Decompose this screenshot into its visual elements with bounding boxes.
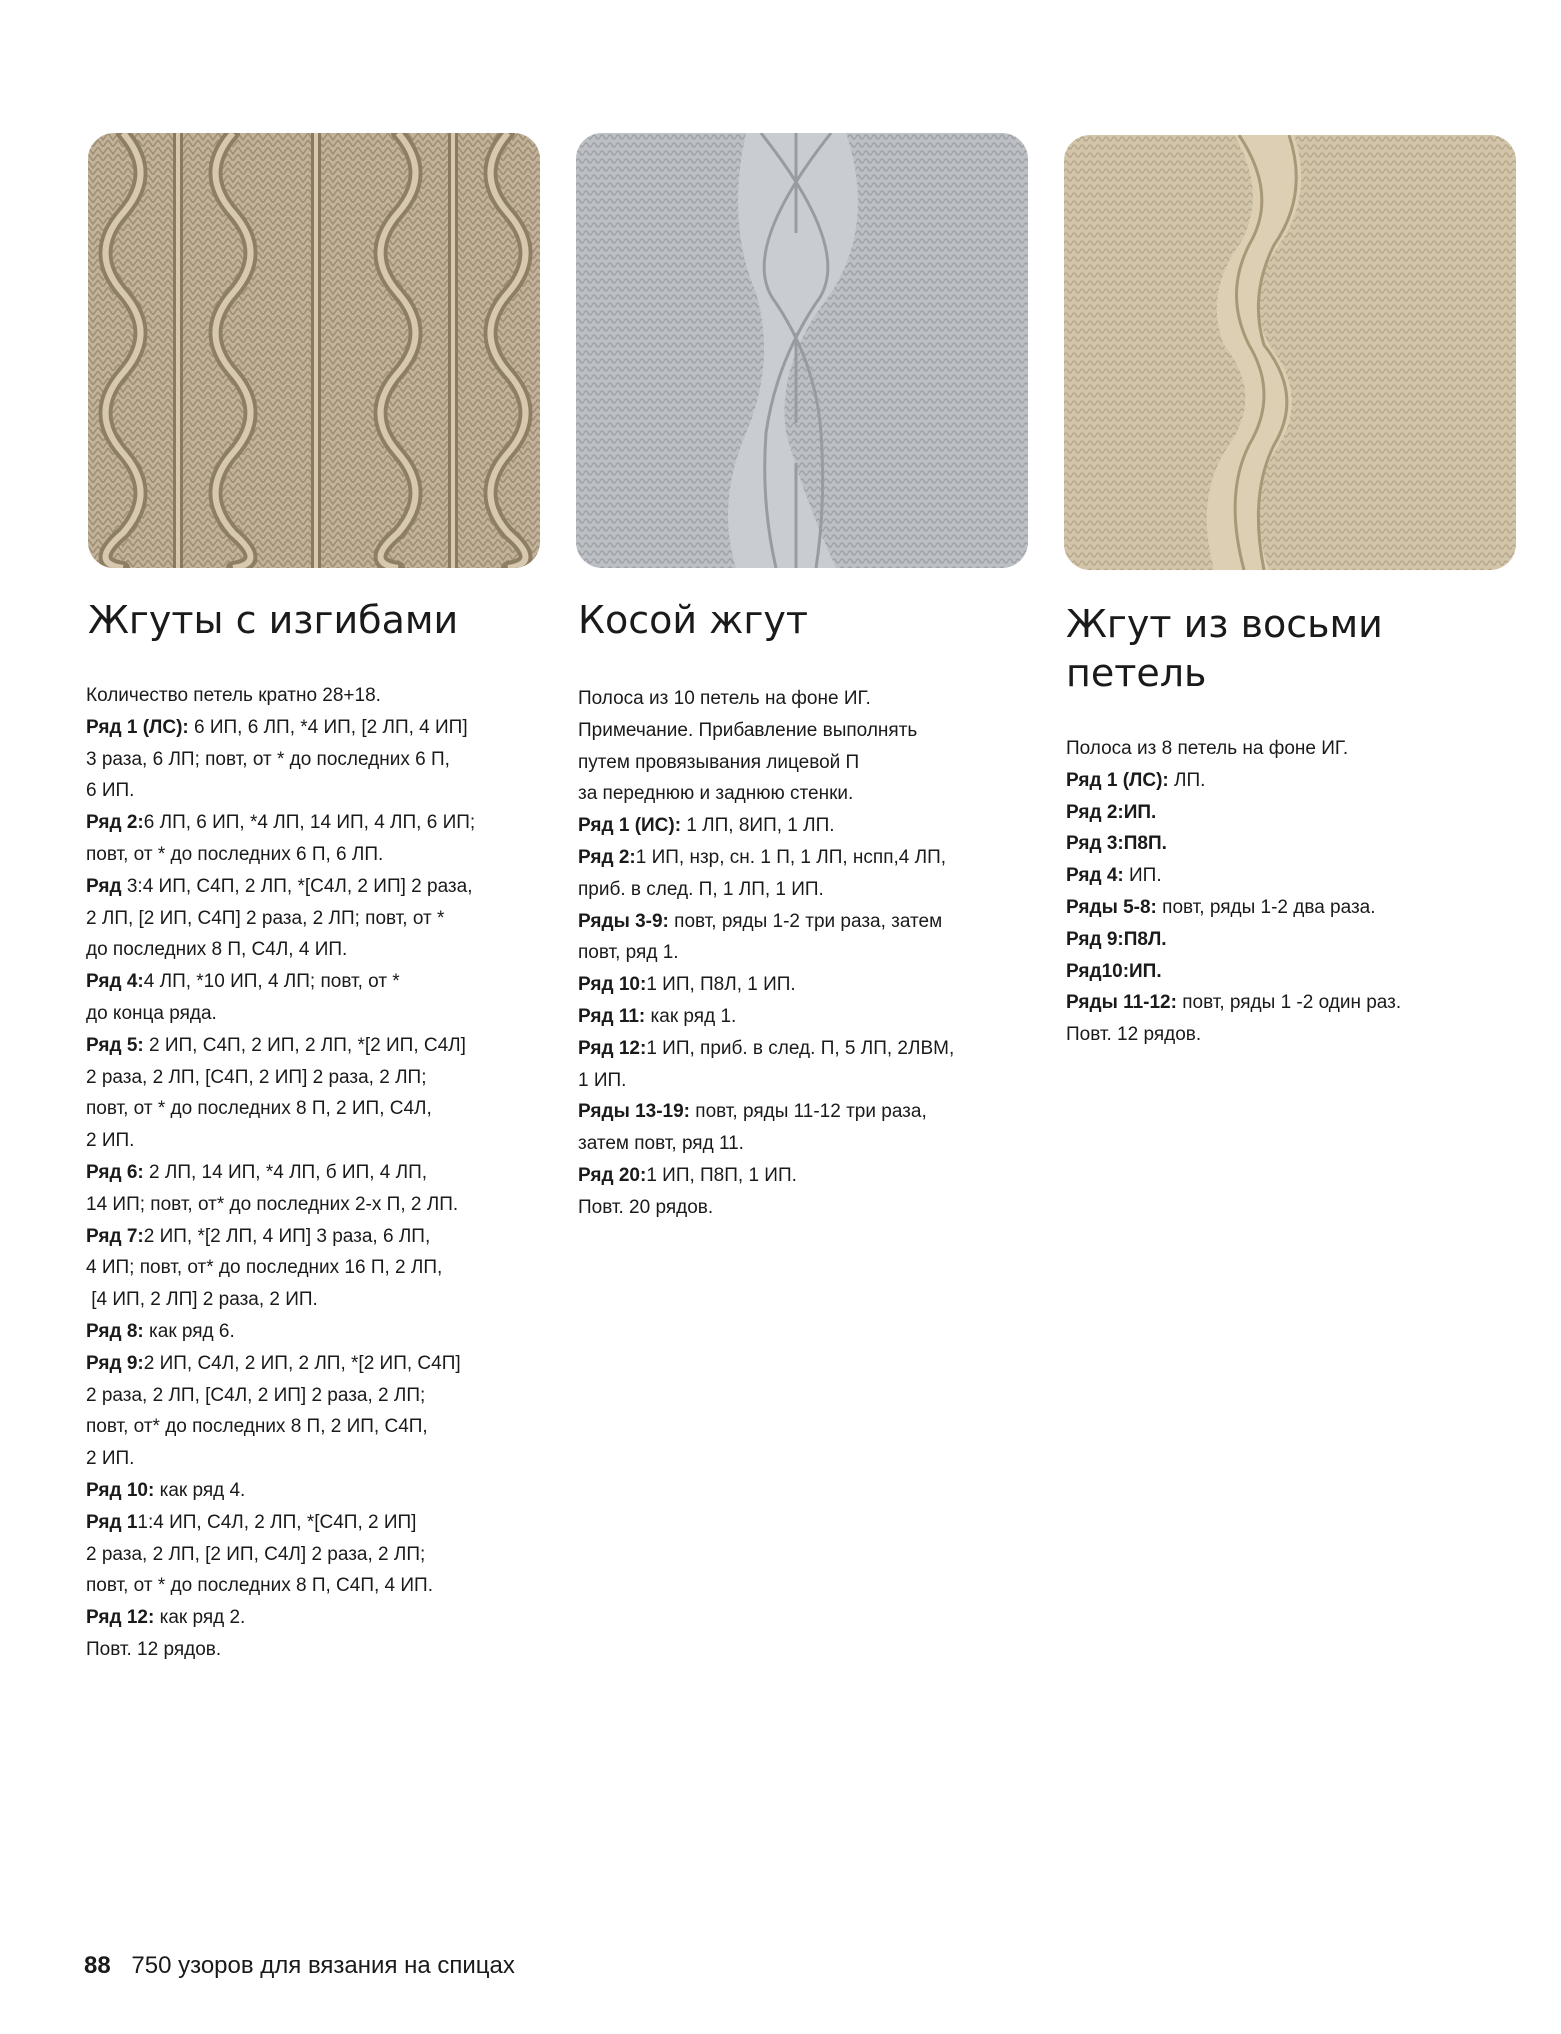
row-text: 1 ИП, нзр, сн. 1 П, 1 ЛП, нспп,4 ЛП, xyxy=(635,846,947,868)
instruction-line xyxy=(1066,765,1506,797)
instruction-line xyxy=(86,1634,526,1666)
row-text: как ряд 2. xyxy=(154,1607,246,1629)
row-text: Повт. 20 рядов. xyxy=(578,1196,714,1218)
row-text: 3:4 ИП, С4П, 2 ЛП, *[С4Л, 2 ИП] 2 раза, xyxy=(121,875,473,897)
row-label: Ряд 2: xyxy=(86,812,144,834)
instruction-line xyxy=(86,966,526,998)
instruction-line xyxy=(86,712,526,744)
row-text: 2 раза, 2 ЛП, [2 ИП, С4Л] 2 раза, 2 ЛП; xyxy=(86,1543,426,1565)
instruction-line xyxy=(86,871,526,903)
row-text: как ряд 1. xyxy=(645,1005,737,1027)
row-label: Ряд 5: xyxy=(86,1034,144,1056)
instruction-line xyxy=(578,715,1018,747)
row-text: 1 ИП. xyxy=(578,1069,627,1091)
row-label: Ряд 9: xyxy=(86,1352,144,1374)
instruction-line xyxy=(1066,987,1506,1019)
row-label: Ряд 11: xyxy=(578,1005,646,1027)
instruction-line xyxy=(86,807,526,839)
instruction-line xyxy=(578,1033,1018,1065)
instruction-line xyxy=(578,810,1018,842)
row-label: Ряд 8: xyxy=(86,1320,144,1342)
row-text: повт, ряды 1-2 два раза. xyxy=(1156,896,1376,918)
instruction-line xyxy=(86,1507,526,1539)
row-text: 2 ИП. xyxy=(86,1130,135,1152)
instruction-line xyxy=(86,1093,526,1125)
row-text: Полоса из 10 петель на фоне ИГ. xyxy=(578,688,871,709)
pattern-title: Жгут из восьми петель xyxy=(1066,602,1383,695)
row-label: Ряд 1 (ЛС): xyxy=(1066,769,1169,791)
instruction-line xyxy=(86,1380,526,1412)
instruction-line xyxy=(86,1030,526,1062)
instruction-line xyxy=(1066,733,1506,765)
instruction-line xyxy=(86,680,526,712)
row-text: повт, ряды 1 -2 один раз. xyxy=(1176,992,1402,1014)
swatch-photo-1 xyxy=(88,133,540,568)
instruction-line xyxy=(86,1475,526,1507)
row-label: Ряд 12: xyxy=(578,1037,647,1059)
row-text: 2 ЛП, 14 ИП, *4 ЛП, б ИП, 4 ЛП, xyxy=(143,1161,428,1183)
instruction-line xyxy=(1066,797,1506,829)
row-label: Ряд 10: xyxy=(578,974,647,996)
row-label: Ряд 10: xyxy=(86,1479,155,1501)
instruction-line xyxy=(578,969,1018,1001)
row-text: Полоса из 8 петель на фоне ИГ. xyxy=(1066,738,1349,759)
row-label: Ряд 4: xyxy=(1066,865,1124,887)
row-text: 1 ИП, приб. в след. П, 5 ЛП, 2ЛВМ, xyxy=(646,1037,955,1059)
row-text: как ряд 4. xyxy=(154,1479,246,1501)
instruction-line xyxy=(1066,1019,1506,1051)
swatch-photo-2 xyxy=(576,133,1028,568)
row-text: 2 раза, 2 ЛП, [С4П, 2 ИП] 2 раза, 2 ЛП; xyxy=(86,1066,427,1088)
page-number: 88 xyxy=(84,1952,111,1979)
instruction-line xyxy=(1066,860,1506,892)
row-text: повт, от * до последних 8 П, С4П, 4 ИП. xyxy=(86,1575,433,1597)
row-text: приб. в след. П, 1 ЛП, 1 ИП. xyxy=(578,878,824,900)
row-text: 2 ИП, С4Л, 2 ИП, 2 ЛП, *[2 ИП, С4П] xyxy=(143,1352,461,1374)
row-text: за переднюю и заднюю стенки. xyxy=(578,783,854,805)
instruction-line xyxy=(578,1065,1018,1097)
instruction-line xyxy=(86,998,526,1030)
row-text: до конца ряда. xyxy=(86,1002,217,1024)
instruction-line xyxy=(578,1128,1018,1160)
row-text: Примечание. Прибавление выполнять xyxy=(578,719,918,741)
instruction-line xyxy=(86,1443,526,1475)
instruction-line xyxy=(578,1192,1018,1224)
instruction-line xyxy=(578,906,1018,938)
pattern-title: Косой жгут xyxy=(578,598,808,642)
instruction-line xyxy=(86,1316,526,1348)
instruction-line xyxy=(578,1096,1018,1128)
instruction-line xyxy=(578,842,1018,874)
row-text: затем повт, ряд 11. xyxy=(578,1133,744,1155)
book-title: 750 узоров для вязания на спицах xyxy=(131,1952,515,1979)
instruction-line xyxy=(86,775,526,807)
row-text: 1:4 ИП, С4Л, 2 ЛП, *[С4П, 2 ИП] xyxy=(137,1511,417,1533)
row-label: Ряд10:ИП. xyxy=(1066,960,1162,982)
instruction-line xyxy=(86,1602,526,1634)
row-text: 6 ЛП, 6 ИП, *4 ЛП, 14 ИП, 4 ЛП, 6 ИП; xyxy=(143,812,476,834)
row-text: 1 ИП, П8Л, 1 ИП. xyxy=(646,974,796,996)
row-text: до последних 8 П, С4Л, 4 ИП. xyxy=(86,939,348,961)
row-text: 4 ИП; повт, от* до последних 16 П, 2 ЛП, xyxy=(86,1257,443,1279)
row-text: 2 ЛП, [2 ИП, С4П] 2 раза, 2 ЛП; повт, от * xyxy=(86,907,445,929)
row-text: как ряд 6. xyxy=(143,1320,235,1342)
instruction-line xyxy=(86,1539,526,1571)
row-text: ИП. xyxy=(1123,865,1162,887)
instruction-line xyxy=(578,778,1018,810)
instruction-line xyxy=(86,744,526,776)
instruction-line xyxy=(86,1157,526,1189)
row-text: повт, ряды 1-2 три раза, затем xyxy=(668,910,943,932)
row-text: повт, ряды 11-12 три раза, xyxy=(690,1101,927,1123)
instruction-line xyxy=(86,1252,526,1284)
instruction-line xyxy=(578,937,1018,969)
row-label: Ряд 7: xyxy=(86,1225,144,1247)
row-text: ЛП. xyxy=(1168,769,1206,791)
row-text: 14 ИП; повт, от* до последних 2-х П, 2 ЛП. xyxy=(86,1193,459,1215)
row-text: 3 раза, 6 ЛП; повт, от * до последних 6 П, xyxy=(86,748,450,770)
row-text: Повт. 12 рядов. xyxy=(86,1638,222,1660)
instruction-line xyxy=(86,839,526,871)
knit-texture-twisted-cable xyxy=(576,133,1028,568)
pattern-title: Жгуты с изгибами xyxy=(88,598,459,642)
row-text: путем провязывания лицевой П xyxy=(578,751,860,773)
row-label: Ряд 3:П8П. xyxy=(1066,833,1167,855)
swatch-photo-3 xyxy=(1064,135,1516,570)
row-text: 2 раза, 2 ЛП, [С4Л, 2 ИП] 2 раза, 2 ЛП; xyxy=(86,1384,426,1406)
row-label: Ряд 1 xyxy=(86,1511,138,1533)
row-label: Ряды 11-12: xyxy=(1066,992,1177,1014)
pattern-instructions xyxy=(578,683,1018,1224)
instruction-line xyxy=(578,683,1018,715)
row-text: повт, ряд 1. xyxy=(578,942,679,964)
instruction-line xyxy=(578,874,1018,906)
row-label: Ряд 20: xyxy=(578,1164,647,1186)
instruction-line xyxy=(86,1062,526,1094)
row-text: 4 ЛП, *10 ИП, 4 ЛП; повт, от * xyxy=(143,971,400,993)
instruction-line xyxy=(86,1125,526,1157)
row-text: повт, от * до последних 6 П, 6 ЛП. xyxy=(86,843,384,865)
row-label: Ряд 4: xyxy=(86,971,144,993)
instruction-line xyxy=(86,934,526,966)
row-text: Количество петель кратно 28+18. xyxy=(86,685,381,706)
page-footer xyxy=(84,1952,515,1980)
knit-texture-eight-stitch-cable xyxy=(1064,135,1516,570)
row-label: Ряды 5-8: xyxy=(1066,896,1157,918)
instruction-line xyxy=(86,1348,526,1380)
instruction-line xyxy=(86,1411,526,1443)
row-label: Ряд 2:ИП. xyxy=(1066,801,1157,823)
knit-texture-waves xyxy=(88,133,540,568)
instruction-line xyxy=(1066,892,1506,924)
row-text: 6 ИП. xyxy=(86,780,135,802)
instruction-line xyxy=(86,1570,526,1602)
instruction-line xyxy=(86,1284,526,1316)
row-label: Ряд 6: xyxy=(86,1161,144,1183)
instruction-line xyxy=(86,903,526,935)
instruction-line xyxy=(86,1221,526,1253)
instruction-line xyxy=(578,1001,1018,1033)
row-text: 2 ИП. xyxy=(86,1448,135,1470)
row-text: 2 ИП, С4П, 2 ИП, 2 ЛП, *[2 ИП, С4Л] xyxy=(143,1034,466,1056)
row-label: Ряд xyxy=(86,875,122,897)
row-label: Ряд 12: xyxy=(86,1607,155,1629)
row-label: Ряд 9:П8Л. xyxy=(1066,928,1167,950)
row-text: [4 ИП, 2 ЛП] 2 раза, 2 ИП. xyxy=(86,1289,318,1311)
row-text: Повт. 12 рядов. xyxy=(1066,1024,1202,1046)
instruction-line xyxy=(1066,924,1506,956)
row-text: повт, от * до последних 8 П, 2 ИП, С4Л, xyxy=(86,1098,432,1120)
row-label: Ряд 2: xyxy=(578,846,636,868)
row-text: 1 ЛП, 8ИП, 1 ЛП. xyxy=(681,815,835,837)
row-text: повт, от* до последних 8 П, 2 ИП, С4П, xyxy=(86,1416,428,1438)
row-label: Ряд 1 (ЛС): xyxy=(86,716,189,738)
pattern-instructions xyxy=(1066,733,1506,1051)
row-label: Ряды 13-19: xyxy=(578,1101,690,1123)
instruction-line xyxy=(578,747,1018,779)
instruction-line xyxy=(1066,828,1506,860)
instruction-line xyxy=(1066,956,1506,988)
instruction-line xyxy=(86,1189,526,1221)
row-text: 6 ИП, 6 ЛП, *4 ИП, [2 ЛП, 4 ИП] xyxy=(188,716,468,738)
instruction-line xyxy=(578,1160,1018,1192)
row-label: Ряды 3-9: xyxy=(578,910,669,932)
pattern-instructions xyxy=(86,680,526,1666)
row-text: 1 ИП, П8П, 1 ИП. xyxy=(646,1164,797,1186)
row-text: 2 ИП, *[2 ЛП, 4 ИП] 3 раза, 6 ЛП, xyxy=(143,1225,431,1247)
row-label: Ряд 1 (ИС): xyxy=(578,815,682,837)
